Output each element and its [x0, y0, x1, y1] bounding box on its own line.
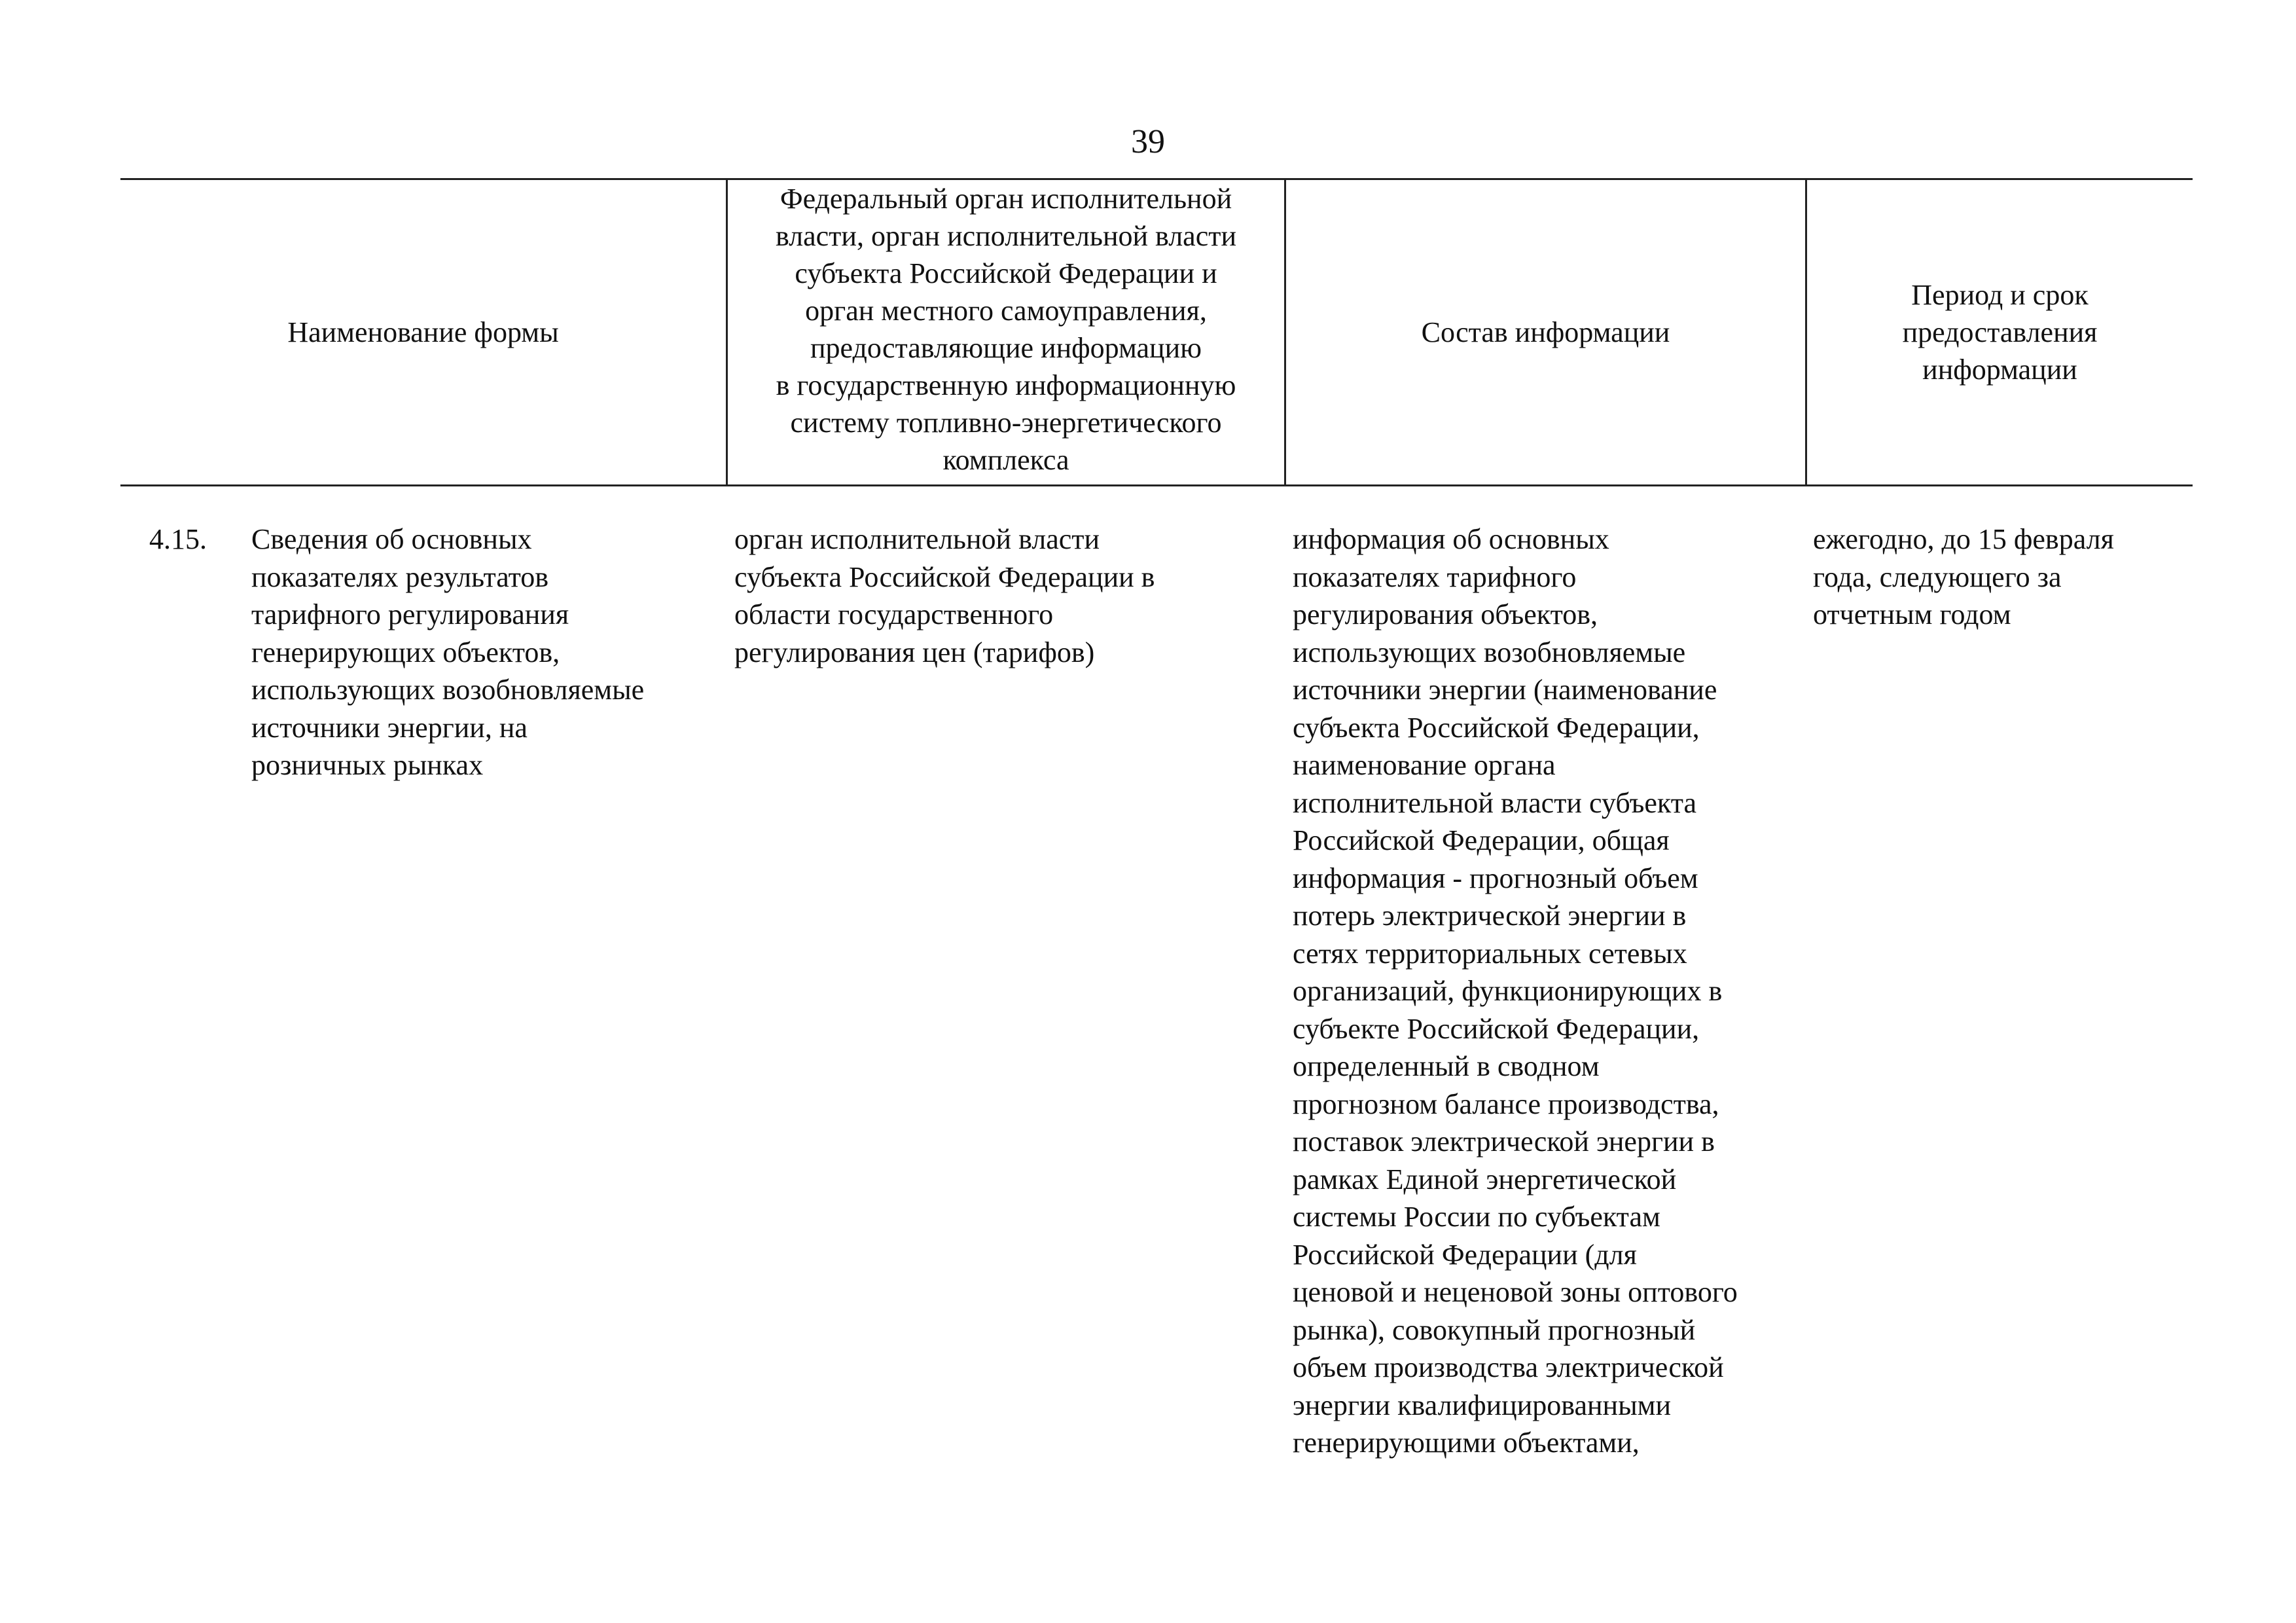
text-line: ценовой и неценовой зоны оптового	[1293, 1276, 1738, 1308]
text-line: объем производства электрической	[1293, 1351, 1724, 1383]
header-line: Состав информации	[1421, 316, 1670, 348]
text-line: информация об основных	[1293, 523, 1609, 555]
text-line: Российской Федерации, общая	[1293, 824, 1670, 856]
header-info-composition	[1286, 180, 1805, 484]
text-line: регулирования объектов,	[1293, 598, 1598, 630]
text-line: организаций, функционирующих в	[1293, 975, 1723, 1007]
text-line: наименование органа	[1293, 749, 1556, 781]
header-period	[1807, 180, 2193, 484]
text-line: потерь электрической энергии в	[1293, 900, 1687, 932]
text-line: отчетным годом	[1813, 598, 2011, 630]
text-line: прогнозном балансе производства,	[1293, 1087, 1719, 1120]
row-authority	[734, 520, 1284, 671]
header-line: Наименование формы	[287, 316, 559, 348]
text-line: источники энергии (наименование	[1293, 674, 1717, 706]
header-line: орган местного самоуправления,	[805, 295, 1207, 327]
text-line: Сведения об основных	[251, 523, 532, 555]
row-period	[1813, 520, 2193, 634]
header-line: предоставления	[1902, 316, 2098, 348]
text-line: показателях тарифного	[1293, 560, 1577, 593]
header-line: в государственную информационную	[776, 369, 1236, 401]
page-number: 39	[1131, 123, 1165, 160]
text-line: розничных рынках	[251, 749, 484, 781]
text-line: определенный в сводном	[1293, 1050, 1600, 1082]
row-form-name	[251, 520, 716, 784]
text-line: исполнительной власти субъекта	[1293, 786, 1696, 819]
text-line: показателях результатов	[251, 560, 549, 593]
header-line: Федеральный орган исполнительной	[780, 183, 1232, 215]
text-line: субъекта Российской Федерации в	[734, 560, 1155, 593]
text-line: субъекта Российской Федерации,	[1293, 711, 1700, 744]
text-line: системы России по субъектам	[1293, 1201, 1660, 1233]
row-number: 4.15.	[149, 523, 207, 555]
text-line: ежегодно, до 15 февраля	[1813, 523, 2114, 555]
header-line: власти, орган исполнительной власти	[775, 220, 1237, 252]
text-line: регулирования цен (тарифов)	[734, 636, 1095, 668]
text-line: рынка), совокупный прогнозный	[1293, 1313, 1696, 1346]
header-line: субъекта Российской Федерации и	[795, 257, 1217, 289]
header-line: комплекса	[942, 444, 1069, 476]
text-line: использующих возобновляемые	[1293, 636, 1686, 668]
text-line: генерирующими объектами,	[1293, 1427, 1640, 1459]
text-line: тарифного регулирования	[251, 598, 569, 630]
text-line: Российской Федерации (для	[1293, 1238, 1637, 1271]
text-line: источники энергии, на	[251, 711, 528, 744]
header-line: Период и срок	[1911, 279, 2089, 311]
text-line: области государственного	[734, 598, 1054, 630]
text-line: орган исполнительной власти	[734, 523, 1100, 555]
text-line: энергии квалифицированными	[1293, 1389, 1672, 1421]
text-line: субъекте Российской Федерации,	[1293, 1012, 1700, 1045]
text-line: сетях территориальных сетевых	[1293, 937, 1687, 970]
text-line: информация - прогнозный объем	[1293, 862, 1698, 894]
header-line: информации	[1922, 354, 2077, 386]
header-line: систему топливно-энергетического	[790, 407, 1222, 439]
header-bottom-rule	[120, 484, 2193, 486]
text-line: использующих возобновляемые	[251, 674, 645, 706]
row-info-composition	[1293, 520, 1803, 1462]
header-line: предоставляющие информацию	[810, 332, 1202, 364]
header-authority	[728, 180, 1284, 484]
header-form-name	[120, 180, 726, 484]
text-line: поставок электрической энергии в	[1293, 1125, 1715, 1158]
text-line: рамках Единой энергетической	[1293, 1163, 1677, 1195]
text-line: года, следующего за	[1813, 560, 2062, 593]
text-line: генерирующих объектов,	[251, 636, 560, 668]
